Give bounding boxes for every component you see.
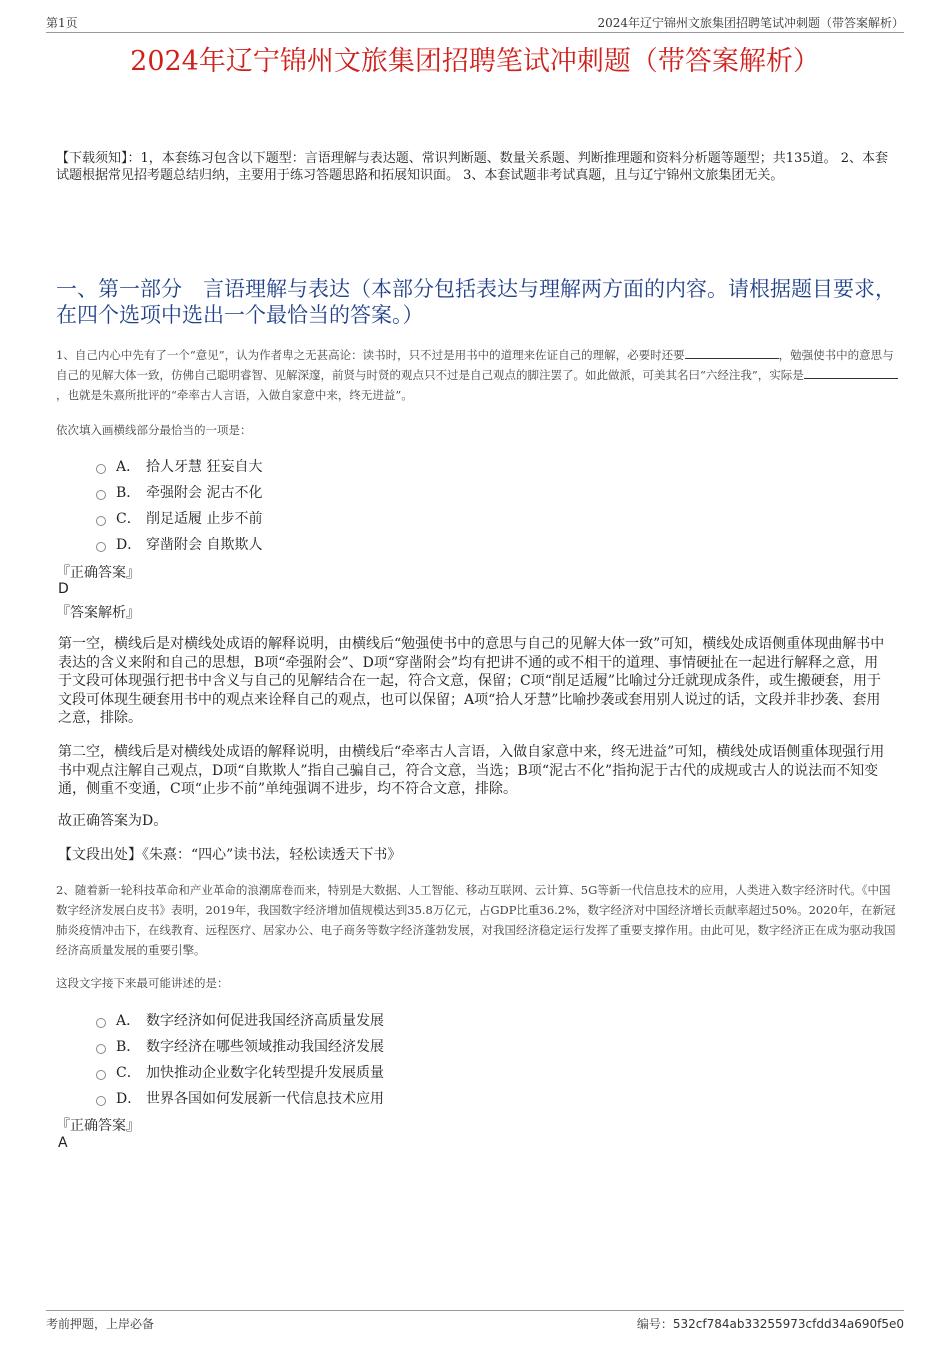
- source-citation: 【文段出处】《朱熹：“四心”读书法，轻松读透天下书》: [58, 847, 402, 863]
- blank-1: [685, 346, 779, 359]
- question-1-text: 1、自己内心中先有了一个“意见”，认为作者卑之无甚高论：读书时，只不过是用书中的道理来佐证自己的理解，必要时还要 ，勉强使书中的意思与自己的见解大体一致，仿佛自己聪明睿智、见解深邃，前贤与时贤的观点只不过是自己观点的脚注罢了。如此做派，可美其名曰“六经注我”，实际是，也就是朱熹所批评的“牵率古人言语，入做自家意中来，终无进益”。: [56, 345, 898, 405]
- analysis-paragraph-1: 第一空，横线后是对横线处成语的解释说明，由横线后“勉强使书中的意思与自己的见解大体一致”可知，横线处成语侧重体现曲解书中表达的含义来附和自己的思想，B项“牵强附会”、D项“穿凿附会”均有把讲不通的或不相干的道理、事情硬扯在一起进行解释之意，用于文段可体现强行把书中含义与自己的见解结合在一起，符合文意，保留；C项“削足适履”比喻过分迁就现成条件，或生搬硬套，用于文段可体现生硬套用书中的观点来诠释自己的观点，也可以保留；A项“拾人牙慧”比喻抄袭或套用别人说过的话，文段并非抄袭、套用之意，排除。: [58, 636, 885, 726]
- footer-slogan: 考前押题，上岸必备: [46, 1317, 155, 1331]
- question-2-options: [96, 1007, 384, 1111]
- radio-icon[interactable]: [96, 1018, 106, 1028]
- question-1-prompt: 依次填入画横线部分最恰当的一项是：: [56, 423, 252, 437]
- option-a[interactable]: A． 拾人牙慧 狂妄自大: [96, 453, 262, 479]
- page-header: [46, 14, 904, 33]
- header-title: 2024年辽宁锦州文旅集团招聘笔试冲刺题（带答案解析）: [597, 16, 904, 30]
- question-2-text: 2、随着新一轮科技革命和产业革命的浪潮席卷而来，特别是大数据、人工智能、移动互联网、云计算、5G等新一代信息技术的应用，人类进入数字经济时代。《中国数字经济发展白皮书》表明，2019年，我国数字经济增加值规模达到35.8万亿元，占GDP比重36.2%，数字经济对中国经济增长贡献率超过50%。2020年，在新冠肺炎疫情冲击下，在线教育、远程医疗、居家办公、电子商务等数字经济蓬勃发展，对我国经济稳定运行发挥了重要支撑作用。由此可见，数字经济正在成为驱动我国经济高质量发展的重要引擎。: [56, 883, 896, 957]
- page-footer: [46, 1310, 904, 1331]
- radio-icon[interactable]: [96, 1096, 106, 1106]
- analysis-paragraph-2: 第二空，横线后是对横线处成语的解释说明，由横线后“牵率古人言语，入做自家意中来，终无进益”可知，横线处成语侧重体现强行用书中观点注解自己观点，D项“自欺欺人”指自己骗自己，符合文意，当选；B项“泥古不化”指拘泥于古代的成规或古人的说法而不知变通，侧重不变通，C项“止步不前”单纯强调不进步，均不符合文意，排除。: [58, 744, 885, 797]
- analysis-label: 『答案解析』: [56, 605, 140, 621]
- option-c[interactable]: C． 加快推动企业数字化转型提升发展质量: [96, 1059, 384, 1085]
- option-b[interactable]: B． 数字经济在哪些领域推动我国经济发展: [96, 1033, 384, 1059]
- answer-value: D: [58, 581, 69, 597]
- download-notice: 【下载须知】：1，本套练习包含以下题型：言语理解与表达题、常识判断题、数量关系题、判断推理题和资料分析题等题型；共135道。 2、本套试题根据常见招考题总结归纳，主要用于练习答题思路和拓展知识面。 3、本套试题非考试真题，且与辽宁锦州文旅集团无关。: [56, 151, 888, 183]
- option-d[interactable]: D． 世界各国如何发展新一代信息技术应用: [96, 1085, 384, 1111]
- blank-2: [804, 366, 898, 379]
- question-1-options: [96, 453, 262, 557]
- document-title: 2024年辽宁锦州文旅集团招聘笔试冲刺题（带答案解析）: [130, 46, 820, 77]
- answer-label: 『正确答案』: [56, 565, 140, 581]
- answer-value: A: [58, 1135, 68, 1151]
- radio-icon[interactable]: [96, 516, 106, 526]
- radio-icon[interactable]: [96, 1044, 106, 1054]
- page-number: 第1页: [46, 16, 78, 30]
- option-d[interactable]: D． 穿凿附会 自欺欺人: [96, 531, 262, 557]
- option-c[interactable]: C． 削足适履 止步不前: [96, 505, 262, 531]
- radio-icon[interactable]: [96, 542, 106, 552]
- analysis-conclusion: 故正确答案为D。: [58, 813, 168, 829]
- radio-icon[interactable]: [96, 464, 106, 474]
- answer-label: 『正确答案』: [56, 1118, 140, 1134]
- section-heading: 一、第一部分 言语理解与表达（本部分包括表达与理解两方面的内容。请根据题目要求，在四个选项中选出一个最恰当的答案。）: [56, 277, 896, 327]
- radio-icon[interactable]: [96, 490, 106, 500]
- radio-icon[interactable]: [96, 1070, 106, 1080]
- document-id: 编号：532cf784ab33255973cfdd34a690f5e0: [636, 1317, 904, 1331]
- option-b[interactable]: B． 牵强附会 泥古不化: [96, 479, 262, 505]
- question-2-prompt: 这段文字接下来最可能讲述的是：: [56, 976, 229, 990]
- option-a[interactable]: A． 数字经济如何促进我国经济高质量发展: [96, 1007, 384, 1033]
